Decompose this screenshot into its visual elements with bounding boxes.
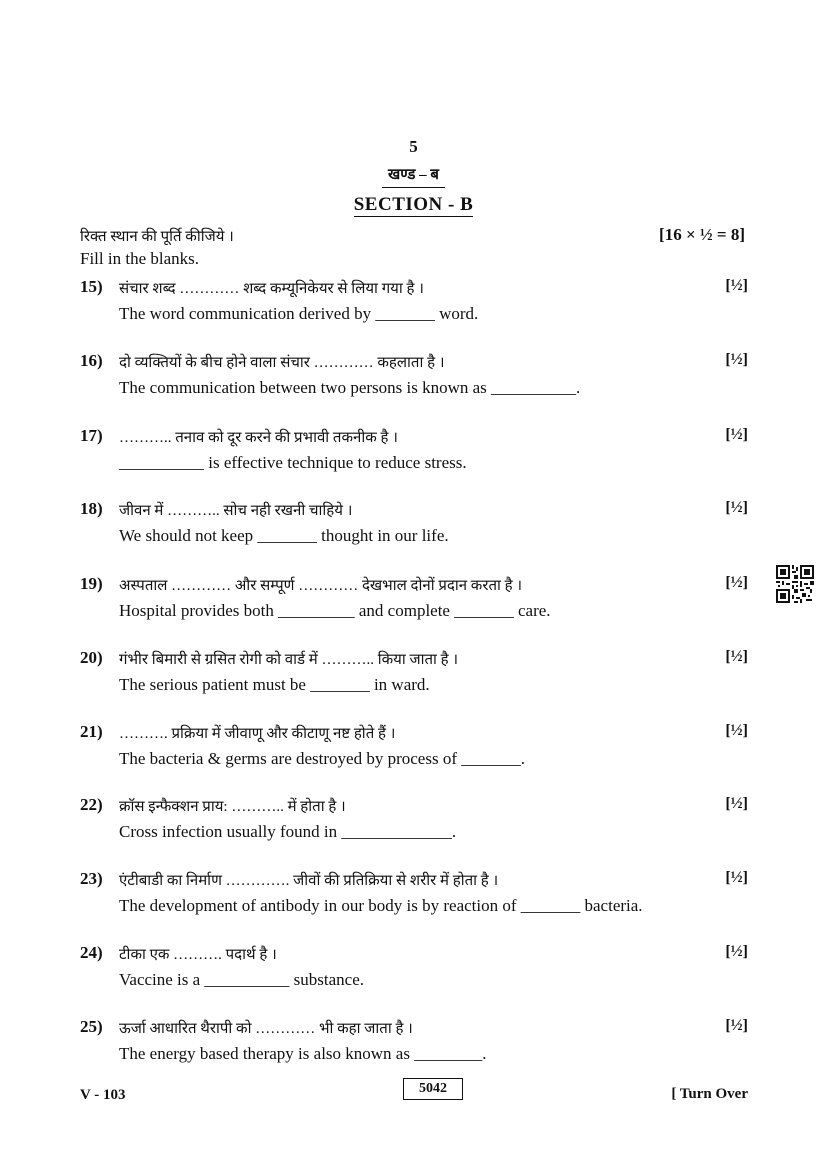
section-title-hindi-text: खण्ड – ब — [382, 164, 445, 188]
footer-turn-over: [ Turn Over — [671, 1086, 748, 1102]
question-marks: [½] — [725, 869, 748, 886]
question-16 — [80, 351, 748, 397]
question-text-english: __________ is effective technique to reduce stress. — [119, 453, 467, 472]
question-marks: [½] — [725, 648, 748, 665]
instruction-hindi: रिक्त स्थान की पूर्ति कीजिये । — [80, 229, 234, 245]
question-text-english: The word communication derived by _______ word. — [119, 304, 479, 323]
question-text-english: The serious patient must be _______ in ward. — [119, 675, 430, 694]
question-number: 25) — [80, 1017, 103, 1036]
question-number: 22) — [80, 795, 103, 814]
question-text-english: Cross infection usually found in _____________. — [119, 822, 457, 841]
question-17 — [80, 426, 748, 472]
question-20 — [80, 648, 748, 694]
question-marks: [½] — [725, 277, 748, 294]
question-number: 20) — [80, 648, 103, 667]
question-text-hindi: एंटीबाडी का निर्माण …………. जीवों की प्रतिक्रिया से शरीर में होता है । — [119, 873, 499, 889]
section-title-english-text: SECTION - B — [353, 194, 474, 215]
question-text-hindi: अस्पताल ………… और सम्पूर्ण ………… देखभाल दोनों प्रदान करता है । — [119, 578, 523, 594]
question-number: 19) — [80, 574, 103, 593]
question-text-hindi: गंभीर बिमारी से ग्रसित रोगी को वार्ड में ……….. किया जाता है । — [119, 652, 459, 668]
question-text-english: We should not keep _______ thought in our life. — [119, 526, 449, 545]
question-18 — [80, 499, 748, 545]
question-text-hindi: दो व्यक्तियों के बीच होने वाला संचार ………… कहलाता है । — [119, 355, 445, 371]
question-number: 15) — [80, 277, 103, 296]
question-number: 21) — [80, 722, 103, 741]
footer-box-number: 5042 — [403, 1078, 463, 1100]
question-23 — [80, 869, 748, 915]
question-text-english: Hospital provides both _________ and complete _______ care. — [119, 601, 551, 620]
question-19 — [80, 574, 748, 620]
question-text-english: The bacteria & germs are destroyed by process of _______. — [119, 749, 525, 768]
question-text-english: The development of antibody in our body is by reaction of _______ bacteria. — [119, 896, 643, 915]
instruction-english: Fill in the blanks. — [80, 249, 199, 268]
question-marks: [½] — [725, 574, 748, 591]
question-text-hindi: ऊर्जा आधारित थैरापी को ………… भी कहा जाता है । — [119, 1021, 413, 1037]
question-text-hindi: क्रॉस इन्फैक्शन प्राय: ……….. में होता है । — [119, 799, 346, 815]
question-number: 17) — [80, 426, 103, 445]
question-text-english: The communication between two persons is known as __________. — [119, 378, 581, 397]
question-text-hindi: ……….. तनाव को दूर करने की प्रभावी तकनीक है । — [119, 430, 398, 446]
question-number: 23) — [80, 869, 103, 888]
section-title-english — [0, 194, 827, 216]
total-marks: [16 × ½ = 8] — [659, 225, 745, 244]
question-marks: [½] — [725, 499, 748, 516]
question-number: 18) — [80, 499, 103, 518]
question-marks: [½] — [725, 351, 748, 368]
question-marks: [½] — [725, 943, 748, 960]
question-text-hindi: ………. प्रक्रिया में जीवाणू और कीटाणू नष्ट होते हैं । — [119, 726, 396, 742]
question-text-hindi: संचार शब्द ………… शब्द कम्यूनिकेयर से लिया गया है । — [119, 281, 424, 297]
question-text-english: The energy based therapy is also known as ________. — [119, 1044, 487, 1063]
question-marks: [½] — [725, 795, 748, 812]
question-text-hindi: टीका एक ………. पदार्थ है । — [119, 947, 277, 963]
question-24 — [80, 943, 748, 989]
section-title-hindi — [0, 164, 827, 188]
question-21 — [80, 722, 748, 768]
footer-paper-code: V - 103 — [80, 1087, 126, 1103]
question-25 — [80, 1017, 748, 1063]
qr-code-icon — [776, 565, 814, 603]
question-text-english: Vaccine is a __________ substance. — [119, 970, 365, 989]
question-number: 24) — [80, 943, 103, 962]
question-number: 16) — [80, 351, 103, 370]
question-marks: [½] — [725, 722, 748, 739]
question-22 — [80, 795, 748, 841]
page-number: 5 — [409, 137, 418, 156]
question-text-hindi: जीवन में ……….. सोच नही रखनी चाहिये । — [119, 503, 353, 519]
question-15 — [80, 277, 748, 323]
question-marks: [½] — [725, 426, 748, 443]
question-marks: [½] — [725, 1017, 748, 1034]
